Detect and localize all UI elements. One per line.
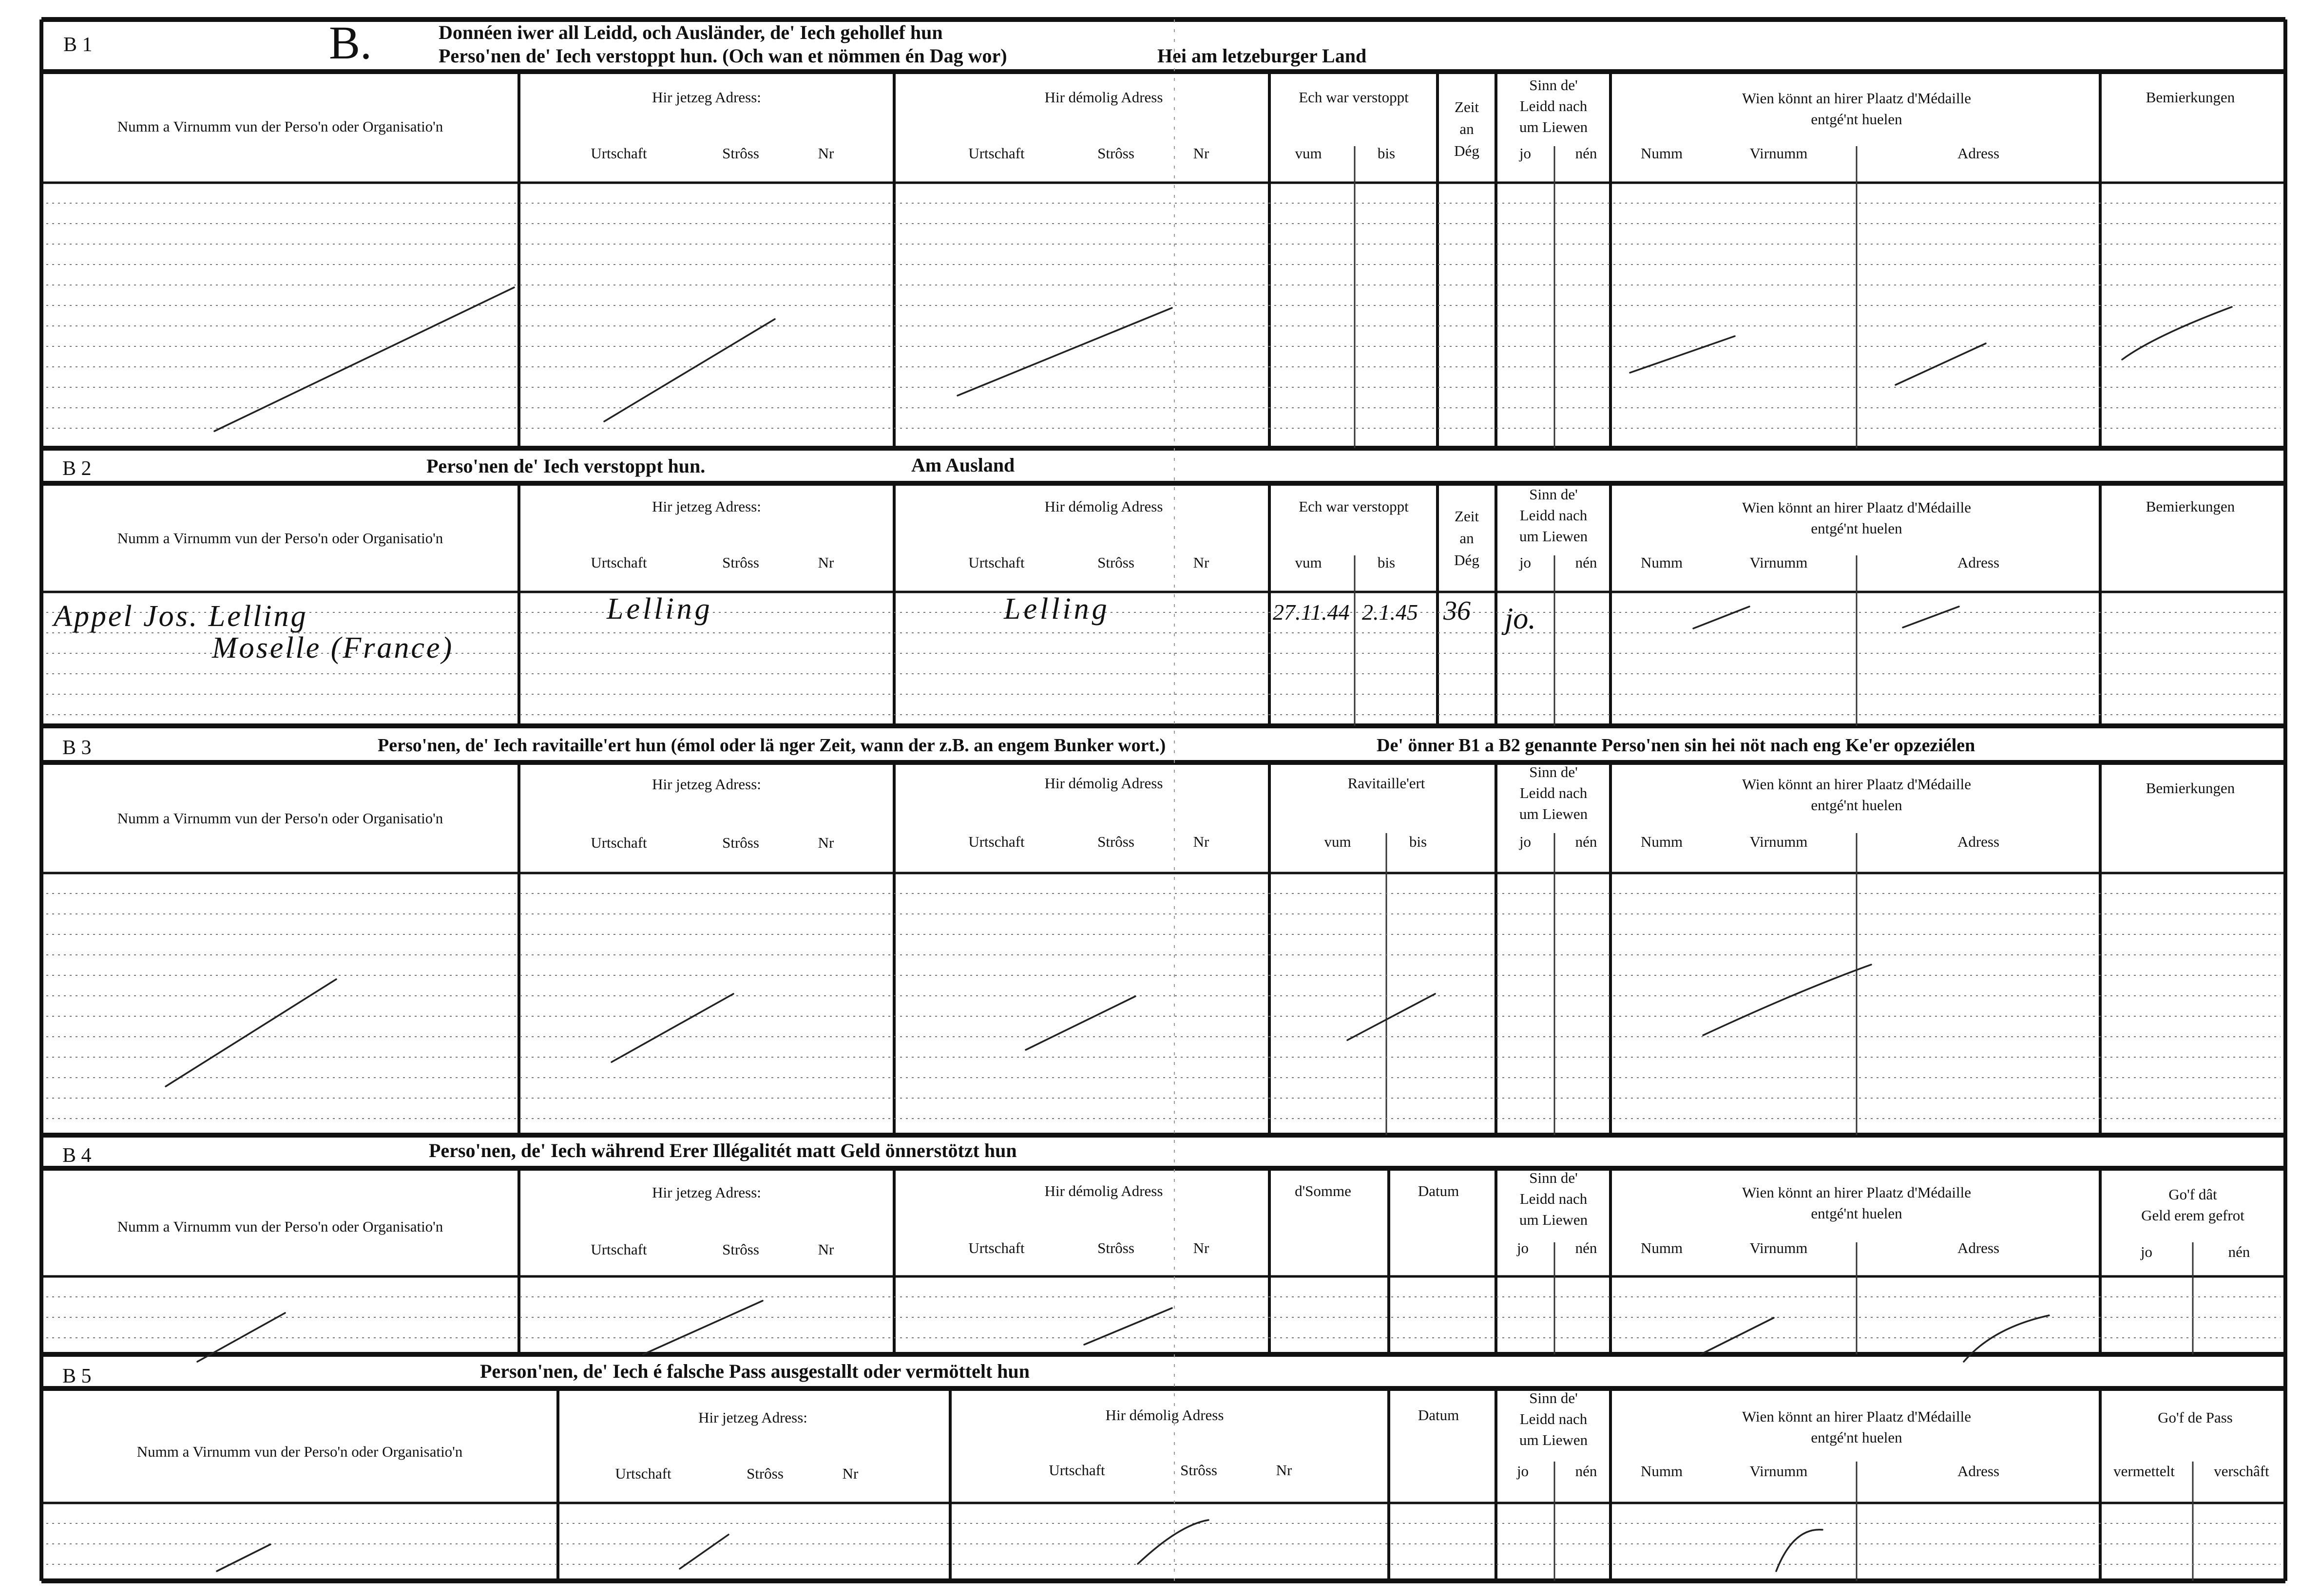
number-subheader: Nr xyxy=(842,1465,859,1482)
dotted-ruling xyxy=(46,203,2281,1564)
handwritten-entry xyxy=(52,592,1536,665)
endangered-header-3: um Liewen xyxy=(1519,1211,1588,1228)
remarks-header: Bemierkungen xyxy=(2146,89,2235,106)
surname-subheader: Numm xyxy=(1640,554,1683,571)
address-subheader: Adress xyxy=(1957,554,2000,571)
section-title-line1: Donnéen iwer all Leidd, och Ausländer, de' Iech gehollef hun xyxy=(439,21,943,43)
section-title-extra: Hei am letzeburger Land xyxy=(1157,45,1367,67)
entry-former-place: Lelling xyxy=(1004,592,1110,626)
from-subheader: vum xyxy=(1324,833,1351,850)
street-subheader: Strôss xyxy=(1097,1239,1134,1256)
place-subheader: Urtschaft xyxy=(591,1241,647,1258)
medal-header-1: Wien könnt an hirer Plaatz d'Médaille xyxy=(1742,499,1972,516)
days-header-1: Zeit xyxy=(1455,98,1479,115)
medal-header-2: entgé'nt huelen xyxy=(1811,797,1902,814)
section-title-extra: De' önner B1 a B2 genannte Perso'nen sin hei nöt nach eng Ke'er opzeziélen xyxy=(1377,735,1975,756)
mediated-subheader: vermettelt xyxy=(2113,1463,2175,1480)
endangered-header-3: um Liewen xyxy=(1519,118,1588,135)
period-header: Ech war verstoppt xyxy=(1299,498,1409,515)
place-subheader: Urtschaft xyxy=(968,1239,1025,1256)
section-title: Perso'nen, de' Iech während Erer Illégalitét matt Geld önnerstötzt hun xyxy=(429,1140,1017,1161)
medal-header-2: entgé'nt huelen xyxy=(1811,111,1902,128)
name-column-header: Numm a Virnumm vun der Perso'n oder Organisatio'n xyxy=(117,530,443,547)
no-subheader: nén xyxy=(1575,1463,1597,1480)
issued-subheader: verschâft xyxy=(2214,1463,2269,1480)
section-title: Person'nen, de' Iech é falsche Pass ausgestallt oder vermöttelt hun xyxy=(480,1360,1030,1382)
period-header: Ravitaille'ert xyxy=(1347,775,1425,792)
street-subheader: Strôss xyxy=(722,1241,759,1258)
endangered-header-1: Sinn de' xyxy=(1529,763,1578,780)
former-address-header: Hir démolig Adress xyxy=(1044,1182,1163,1199)
street-subheader: Strôss xyxy=(747,1465,784,1482)
firstname-subheader: Virnumm xyxy=(1749,554,1808,571)
place-subheader: Urtschaft xyxy=(591,145,647,162)
endangered-header-3: um Liewen xyxy=(1519,805,1588,822)
no-subheader: nén xyxy=(1575,145,1597,162)
place-subheader: Urtschaft xyxy=(615,1465,671,1482)
pass-header: Go'f de Pass xyxy=(2158,1409,2233,1426)
section-title: Perso'nen de' Iech verstoppt hun. xyxy=(426,455,706,477)
section-title-extra: Am Ausland xyxy=(911,454,1015,476)
entry-name-line2: Moselle (France) xyxy=(212,631,454,665)
no-subheader: nén xyxy=(2228,1243,2250,1260)
current-address-header: Hir jetzeg Adress: xyxy=(652,1184,761,1201)
firstname-subheader: Virnumm xyxy=(1749,833,1808,850)
number-subheader: Nr xyxy=(1276,1462,1292,1479)
section-code: B 4 xyxy=(62,1144,92,1167)
sub-column-lines xyxy=(1355,146,2193,1581)
endangered-header-2: Leidd nach xyxy=(1519,784,1588,801)
current-address-header: Hir jetzeg Adress: xyxy=(652,776,761,793)
section-b1 xyxy=(63,17,2235,162)
surname-subheader: Numm xyxy=(1640,833,1683,850)
address-subheader: Adress xyxy=(1957,1463,2000,1480)
number-subheader: Nr xyxy=(1193,1239,1209,1256)
endangered-header-1: Sinn de' xyxy=(1529,76,1578,94)
address-subheader: Adress xyxy=(1957,1239,2000,1256)
medal-header-1: Wien könnt an hirer Plaatz d'Médaille xyxy=(1742,1184,1972,1201)
place-subheader: Urtschaft xyxy=(968,833,1025,850)
street-subheader: Strôss xyxy=(722,145,759,162)
current-address-header: Hir jetzeg Adress: xyxy=(698,1409,807,1426)
no-subheader: nén xyxy=(1575,833,1597,850)
period-header: Ech war verstoppt xyxy=(1299,89,1409,106)
surname-subheader: Numm xyxy=(1640,1463,1683,1480)
address-subheader: Adress xyxy=(1957,833,2000,850)
section-title-line2: Perso'nen de' Iech verstoppt hun. (Och wan et nömmen én Dag wor) xyxy=(439,45,1007,67)
entry-from-date: 27.11.44 xyxy=(1273,600,1350,625)
section-code: B 2 xyxy=(62,457,92,480)
yes-subheader: jo xyxy=(1519,554,1532,571)
section-b4 xyxy=(62,1140,2250,1260)
endangered-header-1: Sinn de' xyxy=(1529,1169,1578,1186)
yes-subheader: jo xyxy=(1516,1463,1529,1480)
endangered-header-2: Leidd nach xyxy=(1519,507,1588,524)
surname-subheader: Numm xyxy=(1640,145,1683,162)
days-header-3: Dég xyxy=(1454,551,1479,569)
endangered-header-1: Sinn de' xyxy=(1529,1389,1578,1406)
from-subheader: vum xyxy=(1295,554,1322,571)
yes-subheader: jo xyxy=(1519,145,1532,162)
former-address-header: Hir démolig Adress xyxy=(1044,498,1163,515)
former-address-header: Hir démolig Adress xyxy=(1044,775,1163,792)
cancellation-strokes xyxy=(166,287,2232,1571)
endangered-header-2: Leidd nach xyxy=(1519,97,1588,114)
number-subheader: Nr xyxy=(1193,145,1209,162)
endangered-header-3: um Liewen xyxy=(1519,528,1588,545)
days-header-2: an xyxy=(1459,530,1474,547)
form-letter: B. xyxy=(329,17,372,69)
current-address-header: Hir jetzeg Adress: xyxy=(652,498,761,515)
yes-subheader: jo xyxy=(2140,1243,2153,1260)
street-subheader: Strôss xyxy=(1180,1462,1217,1479)
to-subheader: bis xyxy=(1377,554,1396,571)
section-title: Perso'nen, de' Iech ravitaille'ert hun (émol oder lä nger Zeit, wann der z.B. an engem Bunker wort.) xyxy=(378,735,1166,756)
street-subheader: Strôss xyxy=(1097,833,1134,850)
endangered-header-1: Sinn de' xyxy=(1529,486,1578,503)
place-subheader: Urtschaft xyxy=(591,554,647,571)
section-code: B 5 xyxy=(62,1365,92,1387)
medal-header-1: Wien könnt an hirer Plaatz d'Médaille xyxy=(1742,90,1972,107)
name-column-header: Numm a Virnumm vun der Perso'n oder Organisatio'n xyxy=(136,1443,463,1460)
days-header-3: Dég xyxy=(1454,142,1479,159)
place-subheader: Urtschaft xyxy=(968,554,1025,571)
firstname-subheader: Virnumm xyxy=(1749,1463,1808,1480)
street-subheader: Strôss xyxy=(1097,145,1134,162)
section-b5 xyxy=(62,1360,2269,1482)
medal-header-2: entgé'nt huelen xyxy=(1811,1429,1902,1446)
days-header-2: an xyxy=(1459,120,1474,137)
entry-to-date: 2.1.45 xyxy=(1362,600,1418,625)
remarks-header: Bemierkungen xyxy=(2146,779,2235,797)
to-subheader: bis xyxy=(1409,833,1427,850)
section-code: B 1 xyxy=(63,34,93,56)
money-header-2: Geld erem gefrot xyxy=(2141,1207,2244,1224)
firstname-subheader: Virnumm xyxy=(1749,1239,1808,1256)
street-subheader: Strôss xyxy=(722,554,759,571)
yes-subheader: jo xyxy=(1516,1239,1529,1256)
no-subheader: nén xyxy=(1575,1239,1597,1256)
section-code: B 3 xyxy=(62,737,92,759)
street-subheader: Strôss xyxy=(1097,554,1134,571)
medal-header-1: Wien könnt an hirer Plaatz d'Médaille xyxy=(1742,1408,1972,1425)
outer-frame xyxy=(41,19,2285,1581)
number-subheader: Nr xyxy=(1193,554,1209,571)
date-header: Datum xyxy=(1418,1182,1459,1199)
section-b3 xyxy=(62,735,2235,851)
current-address-header: Hir jetzeg Adress: xyxy=(652,89,761,106)
to-subheader: bis xyxy=(1377,145,1396,162)
place-subheader: Urtschaft xyxy=(591,834,647,851)
former-address-header: Hir démolig Adress xyxy=(1105,1406,1224,1424)
former-address-header: Hir démolig Adress xyxy=(1044,89,1163,106)
name-column-header: Numm a Virnumm vun der Perso'n oder Organisatio'n xyxy=(117,118,443,135)
entry-days: 36 xyxy=(1443,596,1471,626)
endangered-header-2: Leidd nach xyxy=(1519,1190,1588,1207)
number-subheader: Nr xyxy=(818,145,834,162)
entry-yes: jo. xyxy=(1505,602,1536,635)
number-subheader: Nr xyxy=(818,554,834,571)
entry-name-line1: Appel Jos. Lelling xyxy=(54,600,308,633)
endangered-header-3: um Liewen xyxy=(1519,1431,1588,1448)
street-subheader: Strôss xyxy=(722,834,759,851)
place-subheader: Urtschaft xyxy=(968,145,1025,162)
money-header-1: Go'f dât xyxy=(2168,1186,2217,1203)
medal-header-2: entgé'nt huelen xyxy=(1811,1205,1902,1222)
remarks-header: Bemierkungen xyxy=(2146,498,2235,515)
place-subheader: Urtschaft xyxy=(1049,1462,1105,1479)
surname-subheader: Numm xyxy=(1640,1239,1683,1256)
yes-subheader: jo xyxy=(1519,833,1532,850)
from-subheader: vum xyxy=(1295,145,1322,162)
no-subheader: nén xyxy=(1575,554,1597,571)
number-subheader: Nr xyxy=(1193,833,1209,850)
medal-header-1: Wien könnt an hirer Plaatz d'Médaille xyxy=(1742,776,1972,793)
number-subheader: Nr xyxy=(818,834,834,851)
date-header: Datum xyxy=(1418,1406,1459,1424)
medal-header-2: entgé'nt huelen xyxy=(1811,520,1902,537)
endangered-header-2: Leidd nach xyxy=(1519,1410,1588,1427)
entry-current-place: Lelling xyxy=(607,592,713,626)
name-column-header: Numm a Virnumm vun der Perso'n oder Organisatio'n xyxy=(117,1218,443,1235)
name-column-header: Numm a Virnumm vun der Perso'n oder Organisatio'n xyxy=(117,810,443,827)
days-header-1: Zeit xyxy=(1455,508,1479,525)
number-subheader: Nr xyxy=(818,1241,834,1258)
sum-header: d'Somme xyxy=(1295,1182,1351,1199)
address-subheader: Adress xyxy=(1957,145,2000,162)
firstname-subheader: Virnumm xyxy=(1749,145,1808,162)
